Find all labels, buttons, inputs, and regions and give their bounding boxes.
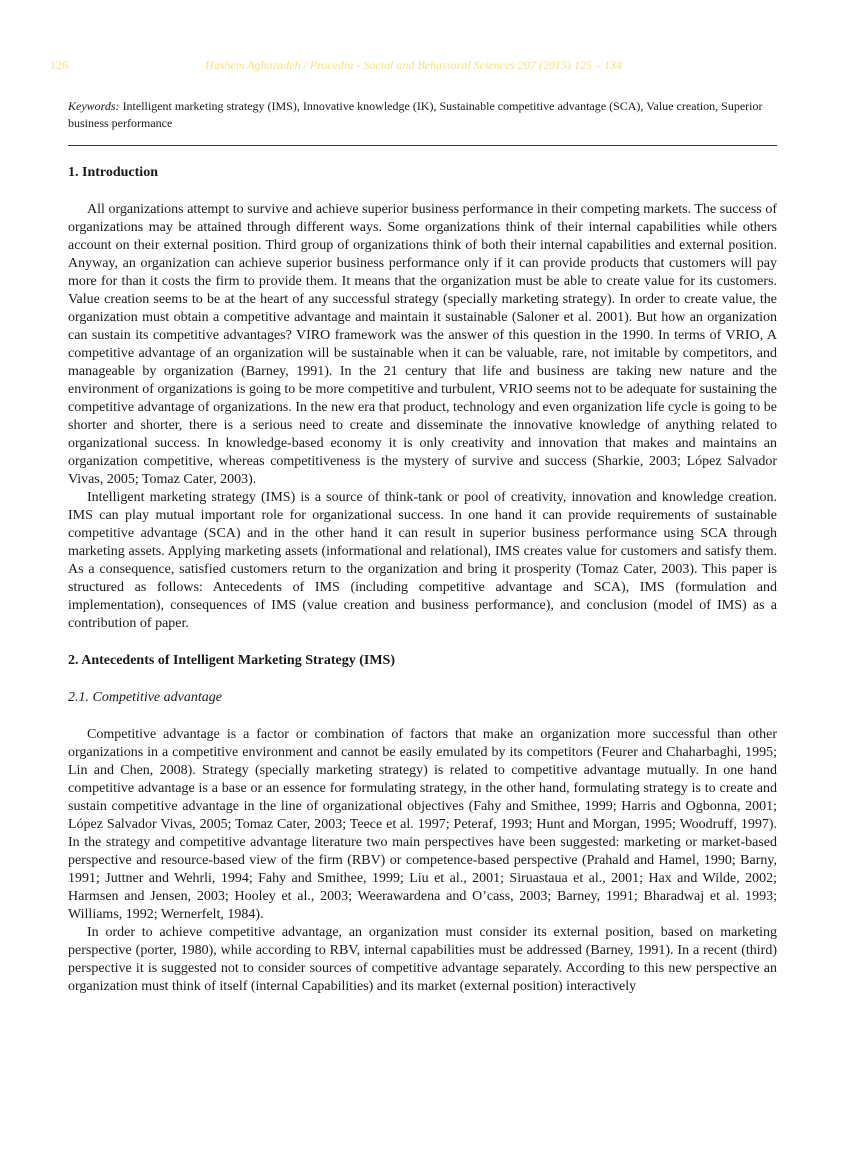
- intro-paragraph-2: Intelligent marketing strategy (IMS) is a source of think-tank or pool of creativity, innovation and knowledge creation. IMS can play mutual important role for organizational success. In one hand it can provide requirements of sustainable competitive advantage (SCA) and in the other hand it can result in superior business performance using SCA through marketing assets. Applying marketing assets (informational and relational), IMS creates value for customers and satisfy them. As a consequence, satisfied customers return to the organization and bring it prosperity (Tomaz Cater, 2003). This paper is structured as follows: Antecedents of IMS (including competitive advantage and SCA), IMS (formulation and implementation), consequences of IMS (value creation and business performance), and conclusion (model of IMS) as a contribution of paper.: [68, 490, 777, 631]
- antecedents-paragraph-2: In order to achieve competitive advantage, an organization must consider its external position, based on marketing perspective (porter, 1980), while according to RBV, internal capabilities must be addressed (Barney, 1991). In a recent (third) perspective it is suggested not to consider sources of competitive advantage separately. According to this new perspective an organization must think of itself (internal Capabilities) and its market (external position) interactively: [68, 925, 777, 994]
- journal-reference: Hashem Aghazadeh / Procedia - Social and Behavioral Sciences 207 (2015) 125 – 134: [205, 58, 622, 72]
- page-number: 126: [50, 58, 68, 72]
- section-heading-antecedents: 2. Antecedents of Intelligent Marketing Strategy (IMS): [68, 653, 396, 668]
- divider-rule: [68, 145, 777, 146]
- keywords-label: Keywords:: [68, 99, 120, 113]
- running-header: [50, 58, 777, 76]
- section-heading-introduction: 1. Introduction: [68, 165, 158, 180]
- keywords-block: [68, 98, 777, 132]
- antecedents-paragraph-1: Competitive advantage is a factor or combination of factors that make an organization more successful than other organizations in a competitive environment and cannot be easily emulated by its competitors (Feurer and Chaharbaghi, 1995; Lin and Chen, 2008). Strategy (specially marketing strategy) is related to competitive advantage mutually. In one hand competitive advantage is a base or an essence for formulating strategy, in the other hand, formulating strategy is to create and sustain competitive advantage in the line of organizational objectives (Fahy and Smithee, 1999; Harris and Ogbonna, 2001; López Salvador Vivas, 2005; Tomaz Cater, 2003; Teece et al. 1997; Peteraf, 1993; Hunt and Morgan, 1995; Woodruff, 1997). In the strategy and competitive advantage literature two main perspectives have been suggested: marketing or market-based perspective and resource-based view of the firm (RBV) or competence-based perspective (Prahald and Hamel, 1990; Barny, 1991; Juttner and Wehrli, 1994; Fahy and Smithee, 1999; Liu et al., 2001; Siruastaua et al., 2001; Hax and Wilde, 2002; Harmsen and Jensen, 2003; Hooley et al., 2003; Weerawardena and O’cass, 2003; Barney, 1991; Bharadwaj et al. 1993; Williams, 1992; Wernerfelt, 1984).: [68, 727, 777, 922]
- subsection-heading-competitive-advantage: 2.1. Competitive advantage: [68, 690, 222, 705]
- article-body: [68, 164, 777, 996]
- keywords-text: Intelligent marketing strategy (IMS), Innovative knowledge (IK), Sustainable competitive advantage (SCA), Value creation, Superior business performance: [68, 99, 763, 130]
- intro-paragraph-1: All organizations attempt to survive and achieve superior business performance in their competing markets. The success of organizations may be attained through different ways. Some organizations think of their internal capabilities while others account on their external position. Third group of organizations think of both their internal capabilities and external position. Anyway, an organization can achieve superior business performance only if it can provide products that customers will pay more for than it costs the firm to provide them. It means that the organization must be able to create value for its customers. Value creation seems to be at the heart of any successful strategy (specially marketing strategy). In order to create value, the organization must obtain a competitive advantage and maintain it sustainable (Saloner et al. 2001). But how an organization can sustain its competitive advantages? VIRO framework was the answer of this question in the 1990. In terms of VRIO, A competitive advantage of an organization will be sustainable when it can be valuable, rare, not imitable by competitors, and manageable by organization (Barney, 1991). In the 21 century that life and business are taking new nature and the environment of organizations is going to be more competitive and turbulent, VRIO seems not to be adequate for sustaining the competitive advantage of organizations. In the new era that product, technology and even organization life cycle is going to be shorter and shorter, there is a serious need to create and disseminate the innovative knowledge of anything related to organizational success. In knowledge-based economy it is only creativity and innovation that makes and maintains an organization competitive, whereas competitiveness is the mystery of survive and success (Sharkie, 2003; López Salvador Vivas, 2005; Tomaz Cater, 2003).: [68, 202, 777, 487]
